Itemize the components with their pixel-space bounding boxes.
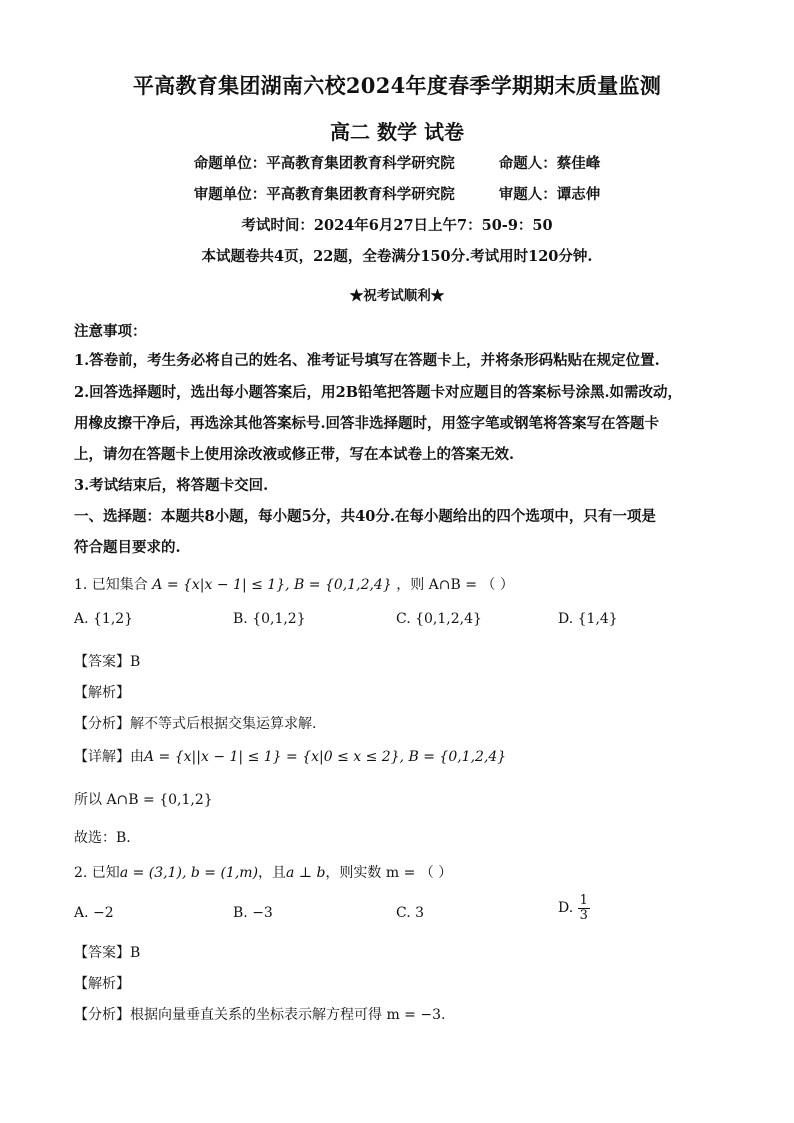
- document-title: 平高教育集团湖南六校2024年度春季学期期末质量监测: [132, 73, 662, 98]
- q1-detail-math: A = {x||x − 1| ≤ 1} = {x|0 ≤ x ≤ 2}, B = {0,1,2,4}: [144, 749, 507, 765]
- note-2-line-2: 用橡皮擦干净后，再选涂其他答案标号.回答非选择题时，用签字笔或钢笔将答案写在答题卡: [74, 415, 660, 432]
- q1-option-a: A. {1,2}: [74, 611, 134, 627]
- q1-detail: [74, 746, 506, 766]
- section-1-line-2: 符合题目要求的.: [74, 539, 181, 556]
- note-1: 1.答卷前，考生务必将自己的姓名、准考证号填写在答题卡上，并将条形码粘贴在规定位置.: [74, 352, 660, 369]
- q2-analysis-label: 【解析】: [74, 976, 130, 992]
- q1-option-d: D. {1,4}: [558, 611, 618, 627]
- q2-suffix: ，则实数 m = （ ）: [325, 865, 453, 881]
- q1-suffix: ，则 A∩B = （ ）: [396, 577, 514, 593]
- exam-info: 本试题卷共4页，22题，全卷满分150分.考试用时120分钟.: [201, 248, 593, 265]
- question-1: [74, 574, 514, 594]
- reviewer-person: 审题人：谭志伸: [498, 186, 601, 203]
- document-subtitle: 高二 数学 试卷: [330, 120, 464, 144]
- note-3: 3.考试结束后，将答题卡交回.: [74, 477, 269, 494]
- reviewer-unit: 审题单位：平高教育集团教育科学研究院: [193, 186, 455, 203]
- q2-option-b: B. −3: [233, 905, 273, 921]
- q1-fenxi: 【分析】解不等式后根据交集运算求解.: [74, 716, 317, 732]
- exam-wish: ★祝考试顺利★: [349, 288, 445, 304]
- q1-option-c: C. {0,1,2,4}: [396, 611, 482, 627]
- q2-vectors: a = (3,1), b = (1,m): [119, 865, 259, 881]
- notes-heading: 注意事项：: [74, 323, 147, 340]
- q2-fenxi: 【分析】根据向量垂直关系的坐标表示解方程可得 m = −3.: [74, 1007, 446, 1023]
- q1-set-a: A = {x|x − 1| ≤ 1}: [152, 577, 286, 593]
- author-line-1: [0, 152, 794, 173]
- q2-perp: a ⊥ b: [286, 865, 326, 881]
- q2-option-c: C. 3: [396, 905, 425, 921]
- q2-option-d: [558, 894, 590, 922]
- q2-mid: ，且: [258, 865, 287, 881]
- note-2-line-1: 2.回答选择题时，选出每小题答案后，用2B铅笔把答题卡对应题目的答案标号涂黑.如需改动，: [74, 384, 683, 401]
- q1-option-b: B. {0,1,2}: [233, 611, 306, 627]
- author-line-2: [0, 183, 794, 204]
- note-2-line-3: 上，请勿在答题卡上使用涂改液或修正带，写在本试卷上的答案无效.: [74, 446, 515, 463]
- q1-answer: 【答案】B: [74, 654, 141, 670]
- q1-conclusion: 所以 A∩B = {0,1,2}: [74, 792, 213, 808]
- q1-analysis-label: 【解析】: [74, 685, 130, 701]
- proposer-unit: 命题单位：平高教育集团教育科学研究院: [193, 155, 455, 172]
- proposer-person: 命题人：蔡佳峰: [498, 155, 601, 172]
- q1-detail-prefix: 【详解】由: [74, 749, 144, 765]
- section-1-line-1: 一、选择题：本题共8小题，每小题5分，共40分.在每小题给出的四个选项中，只有一项是: [74, 508, 656, 525]
- q2-option-a: A. −2: [74, 905, 114, 921]
- q2-option-d-label: D.: [558, 900, 574, 917]
- q1-prefix: 1. 已知集合: [74, 577, 148, 593]
- question-2: [74, 862, 452, 882]
- q2-answer: 【答案】B: [74, 945, 141, 961]
- q1-set-b: , B = {0,1,2,4}: [285, 577, 392, 593]
- q2-prefix: 2. 已知: [74, 865, 120, 881]
- exam-time: 考试时间：2024年6月27日上午7：50-9：50: [241, 217, 553, 234]
- q1-choose: 故选：B.: [74, 830, 131, 846]
- fraction-denominator: 3: [579, 907, 588, 923]
- q2-option-d-fraction: [578, 894, 590, 922]
- fraction-numerator: 1: [579, 893, 588, 908]
